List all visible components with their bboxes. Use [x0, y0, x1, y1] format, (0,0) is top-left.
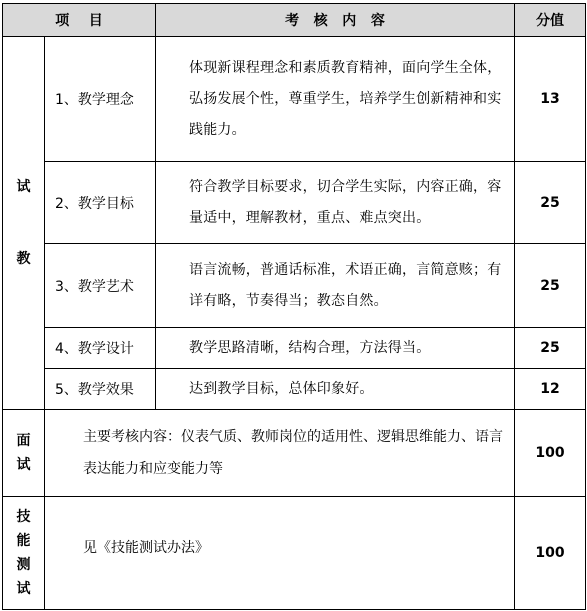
category-interview-char: 试 — [16, 457, 31, 473]
category-interview-char: 面 — [16, 433, 31, 449]
table-row — [3, 244, 586, 328]
header-content: 考 核 内 容 — [156, 4, 515, 37]
item-name: 2、教学目标 — [45, 162, 156, 244]
category-skill-char: 试 — [16, 581, 31, 597]
item-name: 1、教学理念 — [45, 37, 156, 162]
table-row — [3, 497, 586, 610]
item-score: 25 — [515, 162, 586, 244]
item-name: 5、教学效果 — [45, 369, 156, 410]
category-trial-char: 教 — [16, 251, 31, 267]
category-skill-char: 能 — [16, 533, 31, 549]
item-score: 25 — [515, 328, 586, 369]
category-skill-char: 技 — [16, 509, 31, 525]
header-item: 项 目 — [3, 4, 156, 37]
item-score: 13 — [515, 37, 586, 162]
item-name: 3、教学艺术 — [45, 244, 156, 328]
category-trial — [3, 37, 45, 410]
interview-content: 主要考核内容：仪表气质、教师岗位的适用性、逻辑思维能力、语言表达能力和应变能力等 — [45, 410, 515, 497]
skill-score: 100 — [515, 497, 586, 610]
interview-score: 100 — [515, 410, 586, 497]
item-content: 体现新课程理念和素质教育精神，面向学生全体，弘扬发展个性，尊重学生，培养学生创新精神和实践能力。 — [156, 37, 515, 162]
category-interview — [3, 410, 45, 497]
table-row — [3, 410, 586, 497]
table-row — [3, 369, 586, 410]
header-row — [3, 4, 586, 37]
item-content: 符合教学目标要求，切合学生实际，内容正确，容量适中，理解教材，重点、难点突出。 — [156, 162, 515, 244]
category-skill-test — [3, 497, 45, 610]
item-content: 教学思路清晰，结构合理，方法得当。 — [156, 328, 515, 369]
header-score: 分值 — [515, 4, 586, 37]
item-content: 达到教学目标，总体印象好。 — [156, 369, 515, 410]
category-trial-char: 试 — [16, 179, 31, 195]
table-row — [3, 162, 586, 244]
table-row — [3, 328, 586, 369]
item-score: 25 — [515, 244, 586, 328]
skill-content: 见《技能测试办法》 — [45, 497, 515, 610]
category-skill-char: 测 — [16, 557, 31, 573]
evaluation-table — [2, 3, 586, 610]
table-row — [3, 37, 586, 162]
item-name: 4、教学设计 — [45, 328, 156, 369]
item-content: 语言流畅，普通话标准，术语正确，言简意赅；有详有略，节奏得当；教态自然。 — [156, 244, 515, 328]
item-score: 12 — [515, 369, 586, 410]
